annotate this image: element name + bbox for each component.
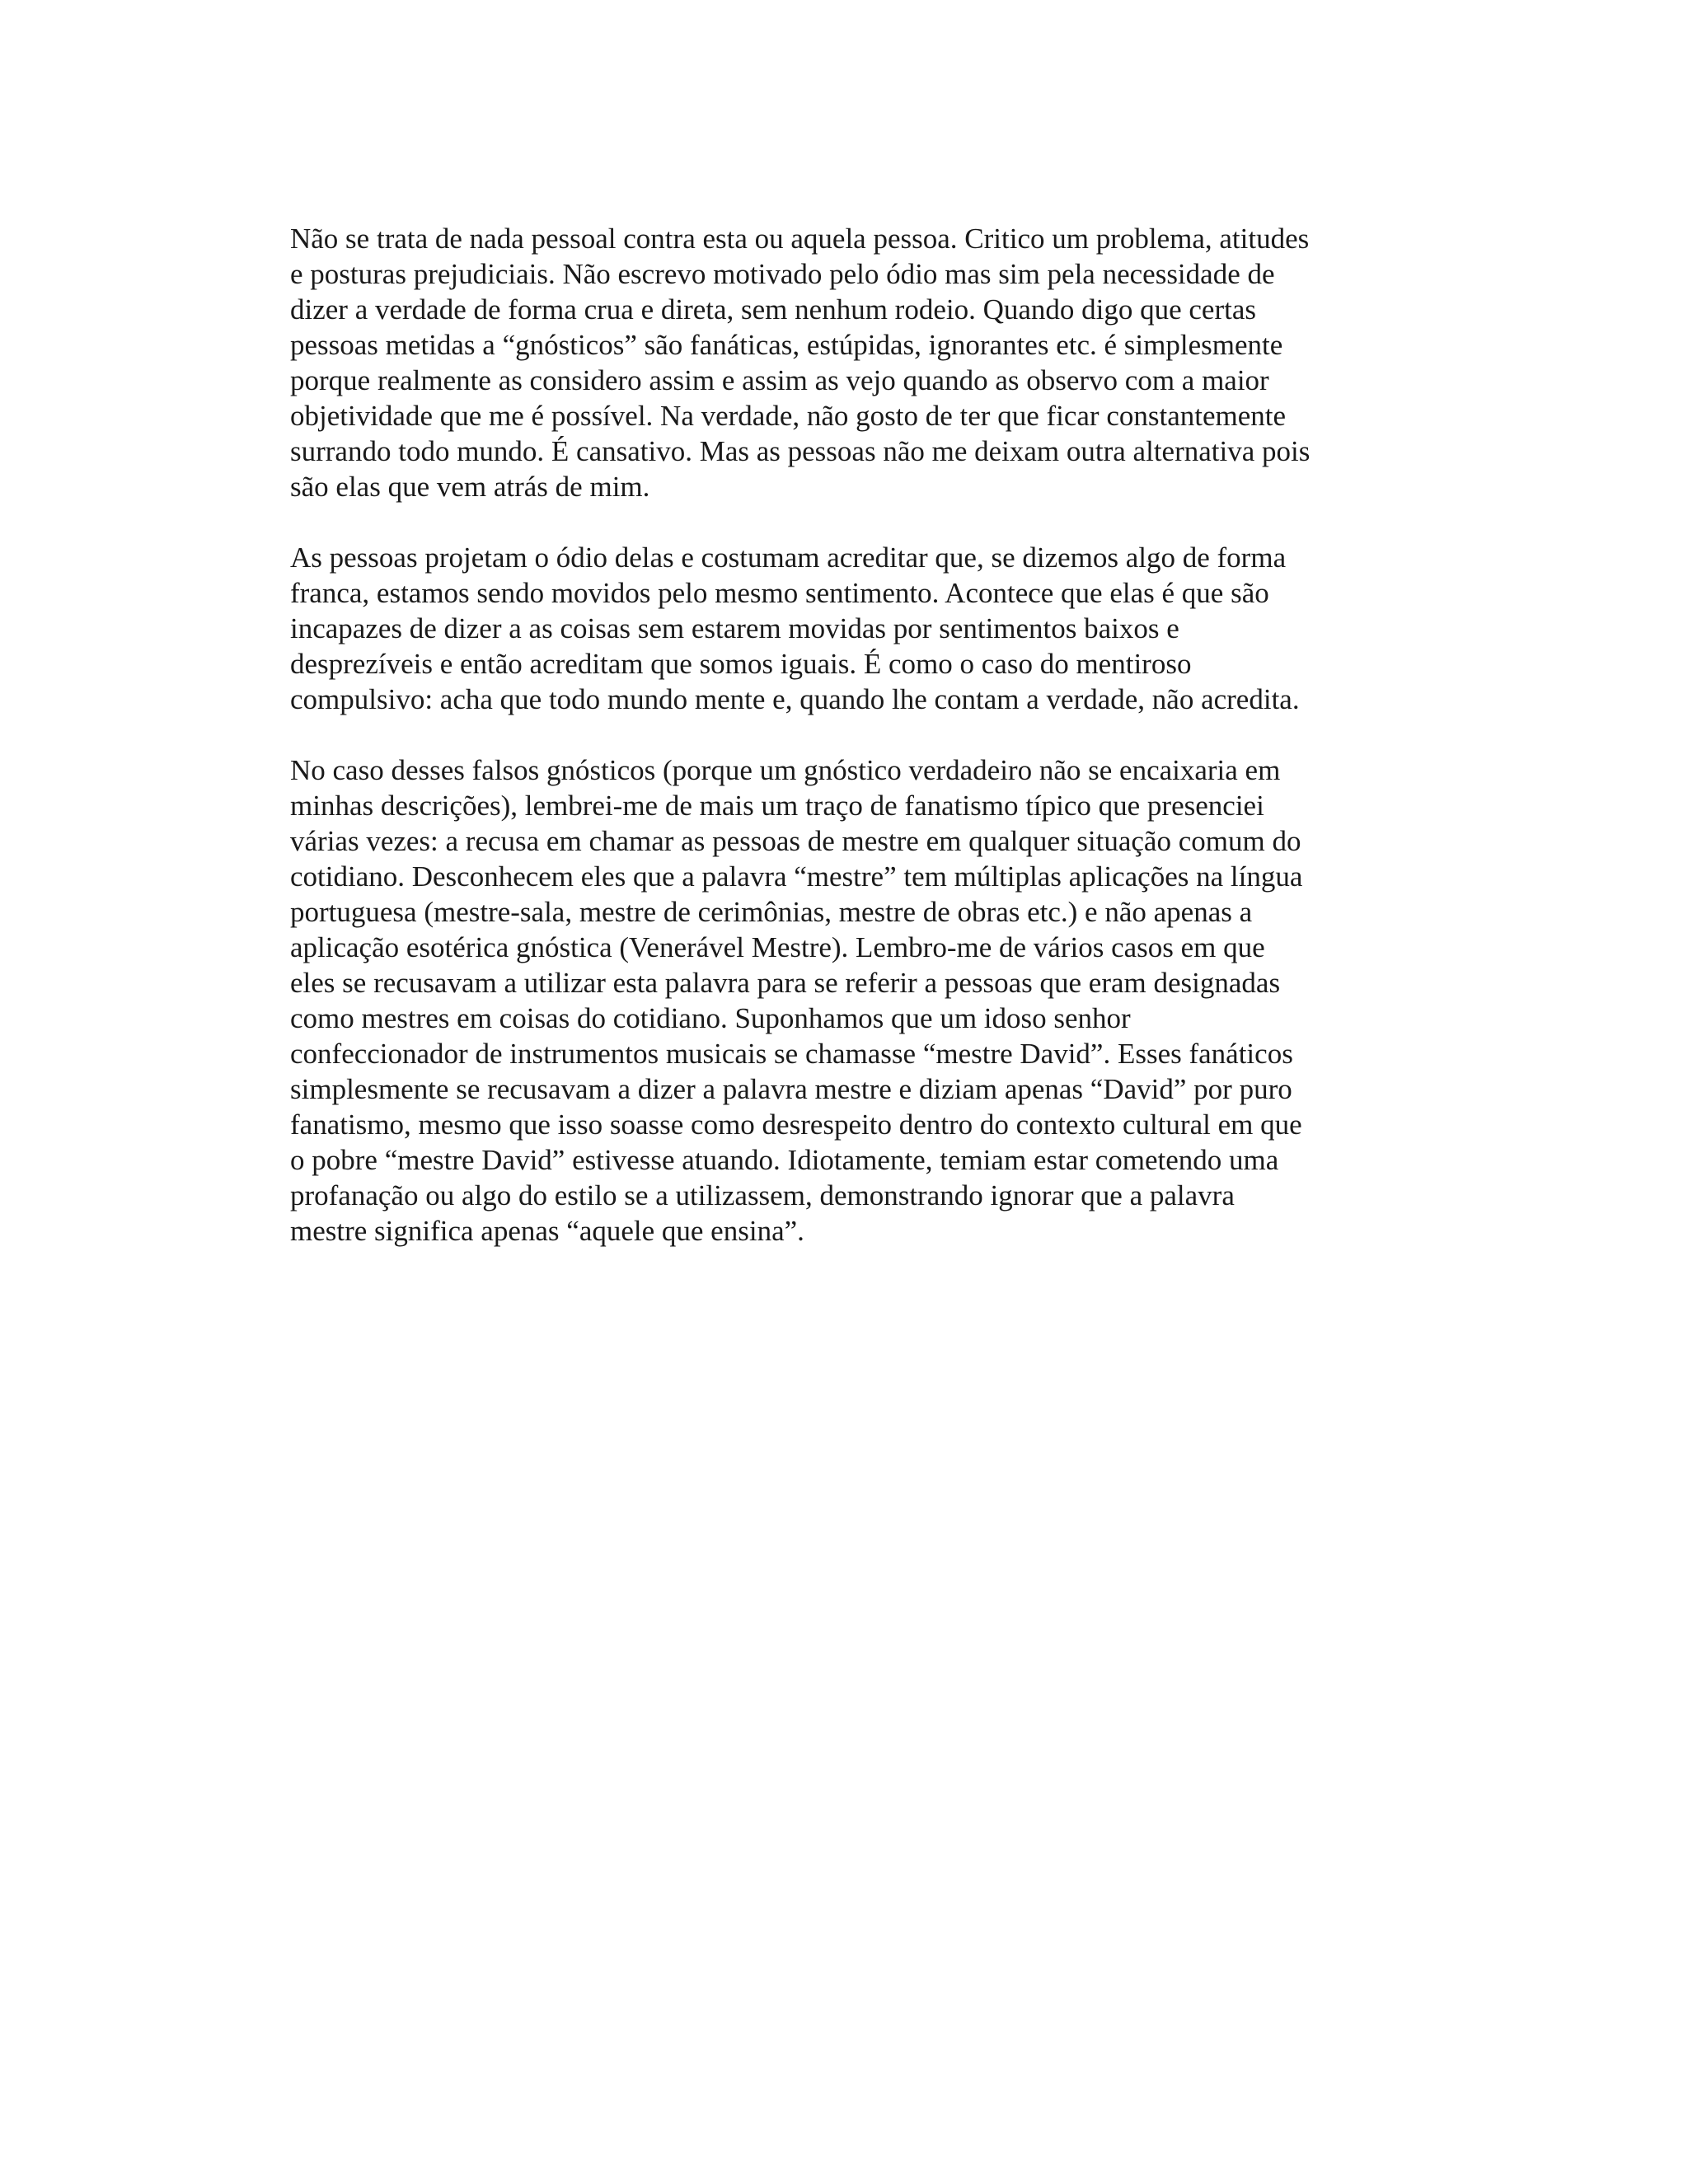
- paragraph-line: fanatismo, mesmo que isso soasse como desrespeito dentro do contexto cultural em que: [290, 1108, 1302, 1141]
- paragraph-line: No caso desses falsos gnósticos (porque um gnóstico verdadeiro não se encaixaria em: [290, 754, 1281, 786]
- paragraph-line: cotidiano. Desconhecem eles que a palavra “mestre” tem múltiplas aplicações na língua: [290, 860, 1303, 893]
- paragraph-line: porque realmente as considero assim e assim as vejo quando as observo com a maior: [290, 364, 1269, 396]
- paragraph-line: Não se trata de nada pessoal contra esta ou aquela pessoa. Critico um problema, atitudes: [290, 223, 1310, 255]
- paragraph-2: [290, 540, 1395, 717]
- paragraph-line: incapazes de dizer a as coisas sem estarem movidas por sentimentos baixos e: [290, 612, 1179, 644]
- paragraph-line: desprezíveis e então acreditam que somos iguais. É como o caso do mentiroso: [290, 648, 1192, 680]
- paragraph-line: surrando todo mundo. É cansativo. Mas as pessoas não me deixam outra alternativa pois: [290, 435, 1311, 467]
- paragraph-line: confeccionador de instrumentos musicais se chamasse “mestre David”. Esses fanáticos: [290, 1038, 1293, 1070]
- paragraph-line: e posturas prejudiciais. Não escrevo motivado pelo ódio mas sim pela necessidade de: [290, 258, 1275, 290]
- paragraph-line: eles se recusavam a utilizar esta palavra para se referir a pessoas que eram designadas: [290, 967, 1281, 999]
- paragraph-line: franca, estamos sendo movidos pelo mesmo sentimento. Acontece que elas é que são: [290, 577, 1269, 609]
- paragraph-line: As pessoas projetam o ódio delas e costumam acreditar que, se dizemos algo de forma: [290, 541, 1287, 574]
- paragraph-line: mestre significa apenas “aquele que ensina”.: [290, 1215, 804, 1247]
- paragraph-1: [290, 221, 1395, 504]
- document-body: [290, 221, 1395, 1249]
- paragraph-line: minhas descrições), lembrei-me de mais um traço de fanatismo típico que presenciei: [290, 790, 1264, 822]
- paragraph-3: [290, 752, 1395, 1249]
- paragraph-line: objetividade que me é possível. Na verdade, não gosto de ter que ficar constantemente: [290, 400, 1287, 432]
- paragraph-line: compulsivo: acha que todo mundo mente e, quando lhe contam a verdade, não acredita.: [290, 683, 1300, 715]
- paragraph-line: simplesmente se recusavam a dizer a palavra mestre e diziam apenas “David” por puro: [290, 1073, 1292, 1105]
- paragraph-line: pessoas metidas a “gnósticos” são fanáticas, estúpidas, ignorantes etc. é simplesmente: [290, 329, 1283, 361]
- paragraph-line: profanação ou algo do estilo se a utilizassem, demonstrando ignorar que a palavra: [290, 1179, 1235, 1212]
- paragraph-line: são elas que vem atrás de mim.: [290, 471, 650, 503]
- paragraph-line: várias vezes: a recusa em chamar as pessoas de mestre em qualquer situação comum do: [290, 825, 1301, 857]
- paragraph-line: como mestres em coisas do cotidiano. Suponhamos que um idoso senhor: [290, 1002, 1131, 1034]
- paragraph-line: aplicação esotérica gnóstica (Venerável Mestre). Lembro-me de vários casos em que: [290, 931, 1265, 963]
- paragraph-spacer: [290, 504, 1395, 540]
- paragraph-line: portuguesa (mestre-sala, mestre de cerimônias, mestre de obras etc.) e não apenas a: [290, 896, 1253, 928]
- paragraph-line: dizer a verdade de forma crua e direta, sem nenhum rodeio. Quando digo que certas: [290, 293, 1257, 326]
- paragraph-spacer: [290, 717, 1395, 752]
- paragraph-line: o pobre “mestre David” estivesse atuando. Idiotamente, temiam estar cometendo uma: [290, 1144, 1279, 1176]
